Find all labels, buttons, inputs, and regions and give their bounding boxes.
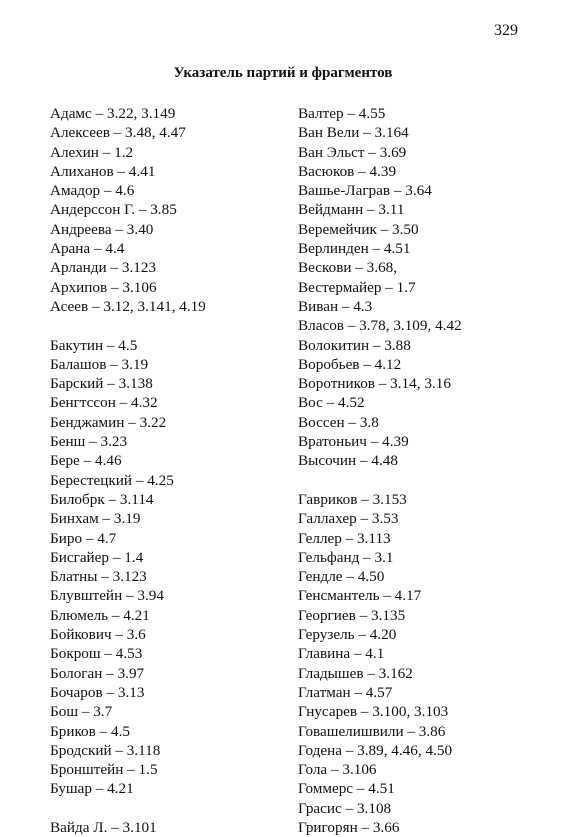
index-entry: Бойкович – 3.6	[50, 626, 146, 644]
index-entry: Васюков – 4.39	[298, 162, 397, 180]
index-entry: Герузель – 4.20	[298, 626, 397, 644]
index-entry: Асеев – 3.12, 3.141, 4.19	[50, 297, 206, 315]
index-entry: Вашье-Лаграв – 3.64	[298, 182, 432, 200]
index-entry: Григорян – 3.66	[298, 818, 400, 836]
index-entry: Власов – 3.78, 3.109, 4.42	[298, 317, 462, 335]
group-spacer	[50, 316, 285, 335]
index-entry: Гендле – 4.50	[298, 568, 385, 586]
index-entry: Блувштейн – 3.94	[50, 587, 164, 605]
index-entry: Верлинден – 4.51	[298, 240, 411, 258]
index-entry: Бродский – 3.118	[50, 741, 161, 759]
index-entry: Грасис – 3.108	[298, 799, 392, 817]
index-entry: Годена – 3.89, 4.46, 4.50	[298, 741, 453, 759]
index-entry: Бочаров – 3.13	[50, 683, 145, 701]
index-entry: Билобрк – 3.114	[50, 490, 154, 508]
index-entry: Вос – 4.52	[298, 394, 365, 412]
index-entry: Глатман – 4.57	[298, 683, 393, 701]
index-entry: Бокрош – 4.53	[50, 645, 143, 663]
index-entry: Бинхам – 3.19	[50, 510, 141, 528]
index-entry: Воротников – 3.14, 3.16	[298, 375, 451, 393]
index-entry: Блатны – 3.123	[50, 568, 147, 586]
index-heading: Указатель партий и фрагментов	[173, 65, 393, 81]
index-entry: Волокитин – 3.88	[298, 336, 411, 354]
index-entry: Валтер – 4.55	[298, 105, 386, 122]
index-entry: Бронштейн – 1.5	[50, 761, 158, 779]
index-entry: Бисгайер – 1.4	[50, 548, 144, 566]
index-entry: Бенш – 3.23	[50, 433, 128, 451]
index-entry: Вескови – 3.68,	[298, 259, 398, 277]
index-entry: Вратоньич – 4.39	[298, 433, 409, 451]
index-entry: Бушар – 4.21	[50, 780, 134, 798]
index-entry: Алексеев – 3.48, 4.47	[50, 124, 186, 142]
group-spacer	[50, 799, 285, 818]
page-number: 329	[494, 22, 518, 39]
index-entry: Андерссон Г. – 3.85	[50, 201, 177, 219]
index-entry: Адамс – 3.22, 3.149	[50, 105, 176, 122]
index-entry: Генсмантель – 4.17	[298, 587, 422, 605]
index-entry: Галлахер – 3.53	[298, 510, 399, 528]
index-entry: Ван Эльст – 3.69	[298, 143, 407, 161]
index-entry: Архипов – 3.106	[50, 278, 157, 296]
index-entry: Гоммерс – 4.51	[298, 780, 395, 798]
group-spacer	[298, 471, 548, 490]
index-entry: Балашов – 3.19	[50, 355, 149, 373]
index-entry: Бере – 4.46	[50, 452, 122, 470]
index-entry: Вайда Л. – 3.101	[50, 818, 157, 836]
index-entry: Воссен – 3.8	[298, 413, 379, 431]
index-entry: Бакутин – 4.5	[50, 336, 138, 354]
index-entry: Гавриков – 3.153	[298, 490, 407, 508]
index-entry: Андреева – 3.40	[50, 220, 154, 238]
index-entry: Алехин – 1.2	[50, 143, 134, 161]
index-entry: Ван Вели – 3.164	[298, 124, 409, 142]
index-entry: Бологан – 3.97	[50, 664, 145, 682]
index-entry: Гола – 3.106	[298, 761, 377, 779]
index-entry: Виван – 4.3	[298, 297, 373, 315]
index-entry: Георгиев – 3.135	[298, 606, 406, 624]
index-entry: Бенджамин – 3.22	[50, 413, 167, 431]
index-entry: Гнусарев – 3.100, 3.103	[298, 703, 449, 721]
index-entry: Бриков – 4.5	[50, 722, 130, 740]
index-entry: Амадор – 4.6	[50, 182, 135, 200]
index-entry: Гладышев – 3.162	[298, 664, 413, 682]
index-entry: Берестецкий – 4.25	[50, 471, 174, 489]
index-entry: Говашелишвили – 3.86	[298, 722, 446, 740]
index-entry: Главина – 4.1	[298, 645, 385, 663]
index-column-right	[298, 104, 548, 837]
index-entry: Воробьев – 4.12	[298, 355, 402, 373]
index-entry: Гельфанд – 3.1	[298, 548, 394, 566]
index-entry: Вейдманн – 3.11	[298, 201, 405, 219]
index-entry: Вестермайер – 1.7	[298, 278, 416, 296]
index-entry: Блюмель – 4.21	[50, 606, 150, 624]
index-entry: Веремейчик – 3.50	[298, 220, 419, 238]
index-entry: Бенгтссон – 4.32	[50, 394, 158, 412]
index-entry: Арана – 4.4	[50, 240, 125, 258]
index-entry: Алиханов – 4.41	[50, 162, 156, 180]
index-entry: Биро – 4.7	[50, 529, 117, 547]
index-entry: Геллер – 3.113	[298, 529, 391, 547]
index-entry: Арланди – 3.123	[50, 259, 157, 277]
index-entry: Бош – 3.7	[50, 703, 113, 721]
index-entry: Высочин – 4.48	[298, 452, 398, 470]
index-entry: Барский – 3.138	[50, 375, 153, 393]
index-column-left	[50, 104, 285, 837]
